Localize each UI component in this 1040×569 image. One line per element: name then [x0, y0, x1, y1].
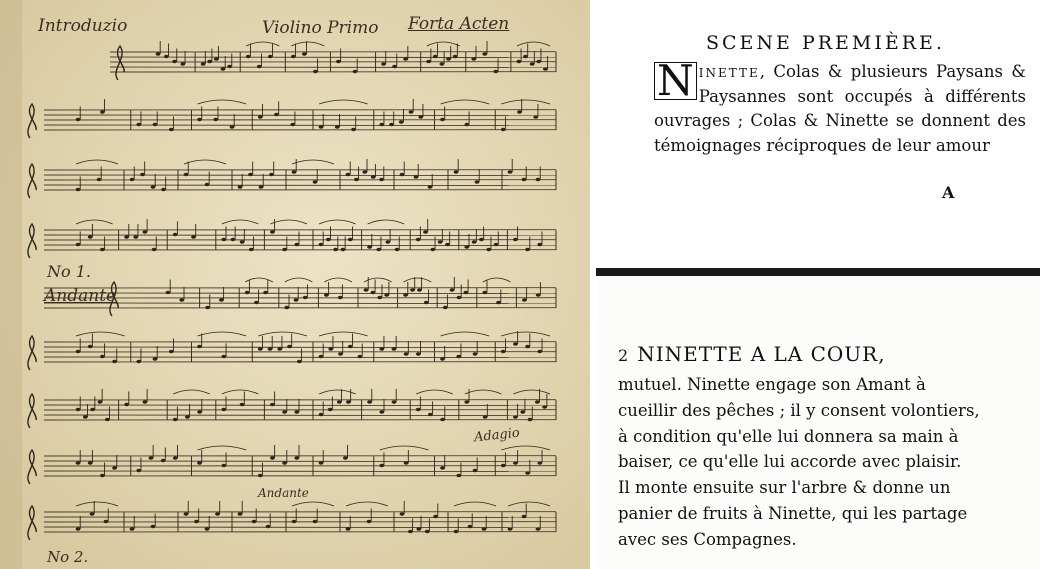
page-number: 2: [618, 346, 630, 365]
text-line: panier de fruits à Ninette, qui les partage: [618, 503, 968, 523]
signature-mark: A: [942, 183, 955, 202]
scene-description-text: , Colas & plusieurs Paysans & Paysannes sont occupés à différents ouvrages ; Colas & Ninette se donnent des témoignages réciproques de leur amour: [654, 62, 1026, 155]
text-line: avec ses Compagnes.: [618, 529, 797, 549]
movement-number-1: No 1.: [47, 262, 91, 281]
text-line: à condition qu'elle lui donnera sa main à: [618, 426, 959, 446]
running-head-title: NINETTE A LA COUR,: [637, 342, 886, 366]
movement-number-2: No 2.: [47, 548, 89, 566]
scene-description: [654, 56, 1026, 158]
text-line: Il monte ensuite sur l'arbre & donne un: [618, 478, 951, 498]
text-line: baiser, ce qu'elle lui accorde avec plaisir.: [618, 452, 962, 472]
manuscript-heading-part: Violino Primo: [262, 18, 379, 38]
manuscript-heading-intro: Introduzio: [38, 16, 128, 36]
tempo-marking-andante: Andante: [44, 286, 117, 306]
drop-cap: N: [654, 62, 697, 100]
running-head: [618, 342, 886, 366]
printed-page-continuation: [596, 276, 1040, 569]
tempo-marking-andante-2: Andante: [258, 486, 309, 500]
character-name: inette: [698, 62, 760, 81]
page-divider: [596, 268, 1040, 276]
printed-page-scene: [596, 0, 1040, 268]
continuation-text: [618, 372, 986, 553]
text-line: mutuel. Ninette engage son Amant à: [618, 375, 926, 394]
tempo-marking-adagio: Adagio: [473, 425, 521, 446]
manuscript-heading-act: Forta Acten: [408, 14, 510, 34]
text-line: cueillir des pêches ; il y consent volontiers,: [618, 400, 980, 420]
scene-title: SCENE PREMIÈRE.: [706, 32, 945, 54]
